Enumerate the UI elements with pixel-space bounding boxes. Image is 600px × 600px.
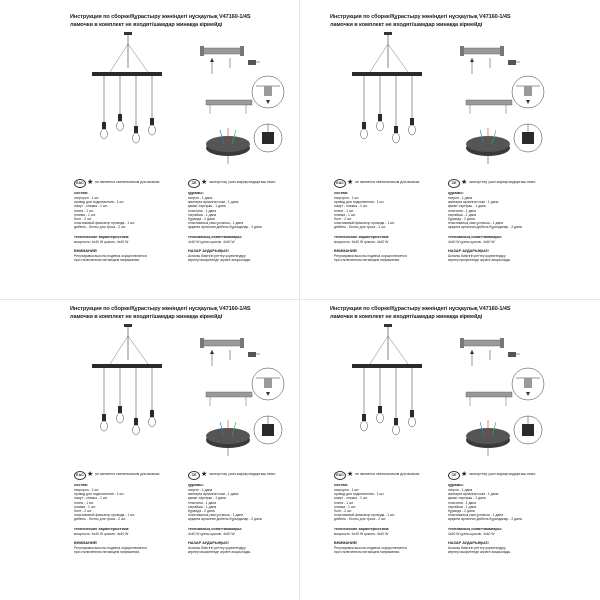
text-line: арқанға арналған дюбель бұрандалар - 2 дана	[188, 517, 262, 522]
text-line: провод для подключения - 1 шт.	[334, 492, 385, 497]
kazakh-column	[448, 483, 556, 554]
detail-circle-1-drawing	[252, 76, 284, 108]
ceiling-plate-drawing	[466, 392, 512, 406]
russian-column	[334, 483, 442, 554]
eac-mark-icon: EAC	[334, 179, 346, 188]
text-line: қамыт-тартқыш - 1 дана	[448, 204, 486, 209]
text-line: плита - 1 шт.	[74, 208, 94, 213]
text-line: бұранда - 2 дана	[188, 217, 215, 222]
text-line: қамыт-тартқыш - 1 дана	[188, 204, 226, 209]
cert-right-text: экспорттау үшін жарықтандырғыш емес	[209, 180, 276, 184]
text-line: дюбель - болты для троса - 2 шт.	[334, 225, 386, 230]
pendant-lamp-drawing	[92, 324, 162, 435]
kz-composition-list	[448, 196, 556, 230]
instruction-panel-3	[70, 306, 298, 555]
cert-right-block	[444, 178, 558, 188]
cut-line-horizontal	[0, 299, 600, 300]
text-line: пластиковый фиксатор провода - 1 шт.	[334, 513, 395, 518]
panel-title: Инструкция по сборке/Құрастыру жөніндегі нұсқаулық V47160-1/4S	[330, 306, 511, 312]
cut-line-vertical	[299, 0, 300, 600]
kz-tech-heading: техникалық сипаттамалары:	[448, 526, 503, 531]
panel-title: Инструкция по сборке/Құрастыру жөніндегі нұсқаулық V47160-1/4S	[70, 14, 251, 20]
panel-subtitle: ламочки в комплект не входят/шамдар жинаққа кірмейді	[330, 22, 483, 28]
kz-warning-list	[188, 254, 296, 262]
warning-heading: ВНИМАНИЕ!	[334, 540, 358, 545]
text-line: Аспалы биіктігін реттеу қоректендіру	[448, 253, 506, 258]
text-line: кернеуі өшірілгенде жүзеге асырылады.	[448, 258, 512, 263]
composition-list	[334, 196, 442, 230]
star-icon: ★	[201, 179, 208, 186]
kz-tech-heading: техникалық сипаттамалары:	[188, 234, 243, 239]
pendant-lamp-drawing	[352, 324, 422, 435]
instruction-panel-4	[330, 306, 558, 555]
kz-composition-heading: құрамы:	[448, 191, 464, 195]
ce-mark-icon: CE	[448, 179, 460, 188]
kz-warning-heading: НАЗАР АУДАРЫҢЫЗ!	[448, 540, 489, 545]
illustration	[330, 326, 558, 476]
kz-warning-list	[448, 546, 556, 554]
star-icon: ★	[347, 179, 354, 186]
ce-mark-icon: CE	[188, 179, 200, 188]
kazakh-column	[188, 191, 296, 262]
detail-circle-2-drawing	[514, 416, 542, 444]
cert-left-text: не является светильником для вывоза	[355, 180, 420, 184]
cert-left-text: не является светильником для вывоза	[95, 180, 160, 184]
cert-left-block	[330, 470, 444, 480]
text-line: тақтайша - 1 дана	[188, 504, 217, 509]
text-line: патророн - 1 шт.	[74, 196, 100, 200]
text-line: пластина - 1 дана	[188, 208, 217, 213]
warning-heading: ВНИМАНИЕ!	[334, 248, 358, 253]
tech-line: мощность: 4x40 W цоколь: 4x40 W	[334, 531, 389, 536]
star-icon: ★	[461, 179, 468, 186]
text-line: қамыт-тартқыш - 1 дана	[188, 496, 226, 501]
text-line: планка - 1 шт.	[334, 212, 356, 217]
text-line: хомут - стяжка - 1 шт.	[334, 204, 368, 209]
eac-mark-icon: EAC	[334, 471, 346, 480]
text-line: хомут - стяжка - 1 шт.	[334, 496, 368, 501]
kz-composition-heading: құрамы:	[188, 483, 204, 487]
text-line: пластикалық сым ұстағыш - 1 дана	[448, 513, 504, 518]
composition-list	[334, 488, 442, 522]
cert-left-block	[70, 178, 184, 188]
text-line: при отключенном питающем напряжении.	[74, 258, 141, 263]
kz-tech-line: 4x40 W қуаты цоколь: 4x40 W	[448, 239, 495, 244]
warning-list	[74, 254, 182, 262]
text-line: пластиковый фиксатор провода - 1 шт.	[74, 221, 135, 226]
certification-row	[70, 470, 298, 480]
detail-circle-2-drawing	[254, 124, 282, 152]
kz-composition-list	[188, 488, 296, 522]
kz-tech-heading: техникалық сипаттамалары:	[448, 234, 503, 239]
composition-heading: состав:	[334, 483, 349, 487]
text-line: патророн - 1 шт.	[334, 488, 360, 492]
warning-heading: ВНИМАНИЕ!	[74, 248, 98, 253]
text-line: патрон - 1 дана	[188, 196, 213, 200]
text-line: патрон - 1 дана	[448, 196, 473, 200]
text-line: тақтайша - 1 дана	[448, 504, 477, 509]
certification-row	[330, 470, 558, 480]
cert-right-text: экспорттау үшін жарықтандырғыш емес	[469, 472, 536, 476]
kz-tech-line: 4x40 W қуаты цоколь: 4x40 W	[188, 531, 235, 536]
star-icon: ★	[347, 471, 354, 478]
cert-right-block	[444, 470, 558, 480]
star-icon: ★	[87, 471, 94, 478]
cert-left-text: не является светильником для вывоза	[95, 472, 160, 476]
kz-tech-line: 4x40 W қуаты цоколь: 4x40 W	[188, 239, 235, 244]
kazakh-column	[448, 191, 556, 262]
panel-subtitle: ламочки в комплект не входят/шамдар жинаққа кірмейді	[70, 22, 223, 28]
text-line: болт - 2 шт.	[74, 217, 92, 222]
ceiling-plate-drawing	[466, 100, 512, 114]
text-line: жалғауға арналған сым - 1 дана	[188, 200, 239, 205]
text-line: тақтайша - 1 дана	[448, 212, 477, 217]
kz-warning-heading: НАЗАР АУДАРЫҢЫЗ!	[448, 248, 489, 253]
text-line: при отключенном питающем напряжении.	[334, 550, 401, 555]
text-line: плита - 1 шт.	[74, 500, 94, 505]
tech-line: мощность: 4x40 W цоколь: 4x40 W	[334, 239, 389, 244]
text-line: Регулировка высоты подвеса осуществляется	[74, 253, 147, 258]
instruction-panel-1	[70, 14, 298, 263]
text-line: планка - 1 шт.	[74, 504, 96, 509]
kz-composition-list	[188, 196, 296, 230]
text-line: Аспалы биіктігін реттеу қоректендіру	[188, 545, 246, 550]
bracket-detail-drawing	[460, 338, 520, 366]
text-line: планка - 1 шт.	[334, 504, 356, 509]
canopy-drawing	[466, 128, 510, 164]
text-line: арқанға арналған дюбель бұрандалар - 2 дана	[448, 517, 522, 522]
instruction-panel-2	[330, 14, 558, 263]
eac-mark-icon: EAC	[74, 471, 86, 480]
text-line: Аспалы биіктігін реттеу қоректендіру	[188, 253, 246, 258]
text-line: арқанға арналған дюбель бұрандалар - 2 дана	[448, 225, 522, 230]
russian-column	[74, 191, 182, 262]
star-icon: ★	[87, 179, 94, 186]
tech-heading: технические характеристики:	[334, 526, 390, 531]
text-line: қамыт-тартқыш - 1 дана	[448, 496, 486, 501]
panel-title: Инструкция по сборке/Құрастыру жөніндегі нұсқаулық V47160-1/4S	[70, 306, 251, 312]
warning-list	[334, 546, 442, 554]
text-line: патрон - 1 дана	[448, 488, 473, 492]
text-line: Регулировка высоты подвеса осуществляется	[74, 545, 147, 550]
text-line: при отключенном питающем напряжении.	[334, 258, 401, 263]
warning-list	[334, 254, 442, 262]
canopy-drawing	[206, 128, 250, 164]
text-line: пластина - 1 дана	[188, 500, 217, 505]
canopy-drawing	[206, 420, 250, 456]
panel-title: Инструкция по сборке/Құрастыру жөніндегі нұсқаулық V47160-1/4S	[330, 14, 511, 20]
illustration	[70, 34, 298, 184]
text-line: дюбель - болты для троса - 2 шт.	[334, 517, 386, 522]
detail-circle-2-drawing	[254, 416, 282, 444]
panel-subtitle: ламочки в комплект не входят/шамдар жинаққа кірмейді	[330, 314, 483, 320]
text-line: бұранда - 2 дана	[188, 509, 215, 514]
text-line: пластина - 1 дана	[448, 208, 477, 213]
detail-circle-1-drawing	[512, 76, 544, 108]
detail-circle-2-drawing	[514, 124, 542, 152]
ce-mark-icon: CE	[448, 471, 460, 480]
composition-heading: состав:	[74, 483, 89, 487]
text-line: патророн - 1 шт.	[334, 196, 360, 200]
text-line: болт - 2 шт.	[74, 509, 92, 514]
bracket-detail-drawing	[460, 46, 520, 74]
kz-composition-heading: құрамы:	[448, 483, 464, 487]
ceiling-plate-drawing	[206, 392, 252, 406]
bracket-detail-drawing	[200, 338, 260, 366]
cert-left-block	[330, 178, 444, 188]
text-line: пластикалық сым ұстағыш - 1 дана	[188, 221, 244, 226]
text-line: планка - 1 шт.	[74, 212, 96, 217]
text-line: плита - 1 шт.	[334, 500, 354, 505]
kz-tech-line: 4x40 W қуаты цоколь: 4x40 W	[448, 531, 495, 536]
kz-composition-list	[448, 488, 556, 522]
cert-right-block	[184, 178, 298, 188]
text-line: пластикалық сым ұстағыш - 1 дана	[188, 513, 244, 518]
cert-right-text: экспорттау үшін жарықтандырғыш емес	[209, 472, 276, 476]
ce-mark-icon: CE	[188, 471, 200, 480]
text-line: провод для подключения - 1 шт.	[334, 200, 385, 205]
tech-line: мощность: 4x40 W цоколь: 4x40 W	[74, 239, 129, 244]
text-line: тақтайша - 1 дана	[188, 212, 217, 217]
warning-heading: ВНИМАНИЕ!	[74, 540, 98, 545]
kz-warning-heading: НАЗАР АУДАРЫҢЫЗ!	[188, 248, 229, 253]
text-line: хомут - стяжка - 1 шт.	[74, 204, 108, 209]
star-icon: ★	[461, 471, 468, 478]
text-line: пластиковый фиксатор провода - 1 шт.	[334, 221, 395, 226]
panel-subtitle: ламочки в комплект не входят/шамдар жинаққа кірмейді	[70, 314, 223, 320]
kazakh-column	[188, 483, 296, 554]
kz-warning-list	[188, 546, 296, 554]
text-line: пластикалық сым ұстағыш - 1 дана	[448, 221, 504, 226]
text-line: провод для подключения - 1 шт.	[74, 492, 125, 497]
russian-column	[334, 191, 442, 262]
text-line: кернеуі өшірілгенде жүзеге асырылады.	[188, 258, 252, 263]
text-line: плита - 1 шт.	[334, 208, 354, 213]
cert-right-block	[184, 470, 298, 480]
text-line: Аспалы биіктігін реттеу қоректендіру	[448, 545, 506, 550]
kz-warning-heading: НАЗАР АУДАРЫҢЫЗ!	[188, 540, 229, 545]
detail-circle-1-drawing	[252, 368, 284, 400]
text-line: арқанға арналған дюбель бұрандалар - 2 дана	[188, 225, 262, 230]
text-line: жалғауға арналған сым - 1 дана	[448, 492, 499, 497]
warning-list	[74, 546, 182, 554]
text-line: кернеуі өшірілгенде жүзеге асырылады.	[448, 550, 512, 555]
text-line: дюбель - болты для троса - 2 шт.	[74, 517, 126, 522]
tech-line: мощность: 4x40 W цоколь: 4x40 W	[74, 531, 129, 536]
text-line: жалғауға арналған сым - 1 дана	[188, 492, 239, 497]
text-line: кернеуі өшірілгенде жүзеге асырылады.	[188, 550, 252, 555]
detail-circle-1-drawing	[512, 368, 544, 400]
certification-row	[70, 178, 298, 188]
text-line: хомут - стяжка - 1 шт.	[74, 496, 108, 501]
pendant-lamp-drawing	[92, 32, 162, 143]
illustration	[70, 326, 298, 476]
text-line: пластиковый фиксатор провода - 1 шт.	[74, 513, 135, 518]
illustration	[330, 34, 558, 184]
text-line: Регулировка высоты подвеса осуществляется	[334, 253, 407, 258]
pendant-lamp-drawing	[352, 32, 422, 143]
canopy-drawing	[466, 420, 510, 456]
star-icon: ★	[201, 471, 208, 478]
cert-right-text: экспорттау үшін жарықтандырғыш емес	[469, 180, 536, 184]
kz-warning-list	[448, 254, 556, 262]
text-line: пластина - 1 дана	[448, 500, 477, 505]
certification-row	[330, 178, 558, 188]
text-line: провод для подключения - 1 шт.	[74, 200, 125, 205]
composition-heading: состав:	[334, 191, 349, 195]
text-line: бұранда - 2 дана	[448, 509, 475, 514]
text-line: патророн - 1 шт.	[74, 488, 100, 492]
kz-tech-heading: техникалық сипаттамалары:	[188, 526, 243, 531]
text-line: жалғауға арналған сым - 1 дана	[448, 200, 499, 205]
text-line: патрон - 1 дана	[188, 488, 213, 492]
composition-list	[74, 196, 182, 230]
tech-heading: технические характеристики:	[74, 526, 130, 531]
tech-heading: технические характеристики:	[74, 234, 130, 239]
text-line: Регулировка высоты подвеса осуществляется	[334, 545, 407, 550]
text-line: бұранда - 2 дана	[448, 217, 475, 222]
russian-column	[74, 483, 182, 554]
text-line: болт - 2 шт.	[334, 509, 352, 514]
cert-left-text: не является светильником для вывоза	[355, 472, 420, 476]
tech-heading: технические характеристики:	[334, 234, 390, 239]
cert-left-block	[70, 470, 184, 480]
composition-list	[74, 488, 182, 522]
text-line: дюбель - болты для троса - 2 шт.	[74, 225, 126, 230]
kz-composition-heading: құрамы:	[188, 191, 204, 195]
eac-mark-icon: EAC	[74, 179, 86, 188]
text-line: при отключенном питающем напряжении.	[74, 550, 141, 555]
ceiling-plate-drawing	[206, 100, 252, 114]
bracket-detail-drawing	[200, 46, 260, 74]
text-line: болт - 2 шт.	[334, 217, 352, 222]
composition-heading: состав:	[74, 191, 89, 195]
